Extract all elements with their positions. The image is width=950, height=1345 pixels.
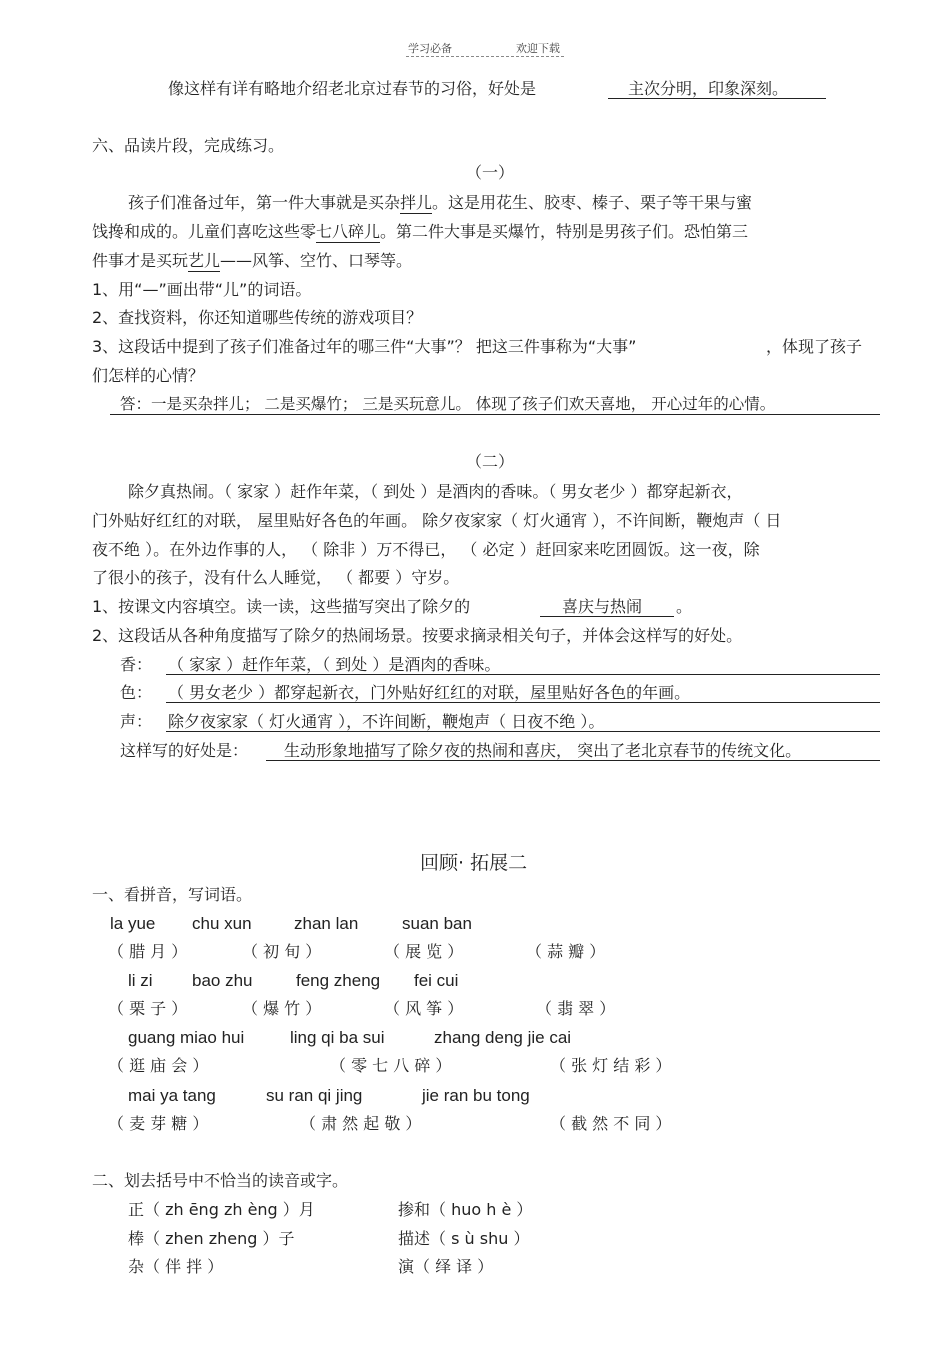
intro-answer: 主次分明，印象深刻。: [628, 79, 789, 98]
intro-text: 像这样有详有略地介绍老北京过春节的习俗，好处是: [168, 79, 537, 98]
part1-question-3-tail: ，体现了孩子: [766, 337, 863, 356]
pinyin: zhan lan: [294, 914, 359, 933]
word-box: （ 逛 庙 会 ）: [108, 1056, 209, 1075]
word-box: （ 初 旬 ）: [242, 942, 322, 961]
word-box: （ 张 灯 结 彩 ）: [550, 1056, 672, 1075]
sheng-underline: [166, 731, 880, 732]
header-divider: [406, 56, 564, 57]
se-text: （ 男女老少 ）都穿起新衣，门外贴好红红的对联，屋里贴好各色的年画。: [168, 683, 691, 702]
part1-question-1: 1、用“—”画出带“儿”的词语。: [92, 280, 312, 299]
review-title: 回顾· 拓展二: [420, 852, 528, 874]
part1-line2-text-b: 。第二件大事是买爆竹，特别是男孩子们。恐怕第三: [380, 222, 749, 241]
word-box: （ 爆 竹 ）: [242, 999, 322, 1018]
se-underline: [166, 702, 880, 703]
se-label: 色：: [120, 683, 153, 702]
pinyin: zhang deng jie cai: [434, 1028, 572, 1047]
word-box: （ 蒜 瓣 ）: [526, 942, 606, 961]
pronunciation-item: 描述（ s ù shu ）: [398, 1229, 530, 1248]
part1-answer-underline: [110, 414, 880, 415]
review-q2-title: 二、划去括号中不恰当的读音或字。: [92, 1171, 349, 1190]
benefit-underline: [266, 760, 880, 761]
part2-question-1: 1、按课文内容填空。读一读，这些描写突出了除夕的: [92, 597, 471, 616]
part1-line1: [128, 193, 752, 212]
part1-line2-text-a: 饯搀和成的。儿童们喜吃这些零: [92, 222, 317, 241]
pinyin: fei cui: [414, 971, 459, 990]
part1-line1-text-a: 孩子们准备过年，第一件大事就是买杂: [128, 193, 401, 212]
word-box: （ 腊 月 ）: [108, 942, 188, 961]
pinyin: la yue: [110, 914, 156, 933]
part2-line3: 夜不绝 ）。在外边作事的人， （ 除非 ）万不得已， （ 必定 ）赶回家来吃团圆饭。这一夜，除: [92, 540, 760, 559]
part1-question-2: 2、查找资料，你还知道哪些传统的游戏项目？: [92, 308, 423, 327]
header-left: 学习必备: [408, 42, 452, 55]
part2-question-1-underline: [540, 616, 674, 617]
benefit-label: 这样写的好处是：: [120, 741, 249, 760]
pinyin: li zi: [128, 971, 153, 990]
part2-label: （二）: [466, 452, 515, 471]
pinyin: su ran qi jing: [266, 1086, 363, 1105]
word-box: （ 肃 然 起 敬 ）: [300, 1114, 422, 1133]
pinyin: bao zhu: [192, 971, 253, 990]
part1-line2: [92, 222, 748, 241]
sheng-label: 声：: [120, 712, 153, 731]
xiang-underline: [166, 674, 880, 675]
part1-answer: 答：一是买杂拌儿； 二是买爆竹； 三是买玩意儿。 体现了孩子们欢天喜地， 开心过年的心情。: [120, 395, 776, 413]
part1-line1-text-b: 。这是用花生、胶枣、榛子、栗子等干果与蜜: [432, 193, 753, 212]
word-box: （ 展 览 ）: [384, 942, 464, 961]
part2-question-2: 2、这段话从各种角度描写了除夕的热闹场景。按要求摘录相关句子，并体会这样写的好处。: [92, 626, 743, 645]
word-box: （ 麦 芽 糖 ）: [108, 1114, 209, 1133]
pronunciation-item: 棒（ zhen zheng ）子: [128, 1229, 295, 1248]
pinyin: chu xun: [192, 914, 252, 933]
word-box: （ 截 然 不 同 ）: [550, 1114, 672, 1133]
pinyin: ling qi ba sui: [290, 1028, 385, 1047]
part1-line3: [92, 251, 412, 270]
part2-line4: 了很小的孩子，没有什么人睡觉， （ 都要 ）守岁。: [92, 568, 460, 587]
part1-line3-text-a: 件事才是买玩: [92, 251, 189, 270]
part1-question-3-cont: 们怎样的心情？: [92, 366, 205, 385]
part1-label: （一）: [466, 163, 515, 182]
part1-line2-underlined: 七八碎儿: [316, 222, 381, 241]
pronunciation-item: 正（ zh ēng zh èng ）月: [128, 1200, 315, 1219]
part1-line3-underlined: 艺儿: [188, 251, 221, 270]
part1-line1-underlined: 拌儿: [400, 193, 433, 212]
section6-title: 六、品读片段，完成练习。: [92, 136, 285, 155]
part2-line1: 除夕真热闹。（ 家家 ）赶作年菜，（ 到处 ）是酒肉的香味。（ 男女老少 ）都穿起新衣，: [128, 482, 743, 501]
pronunciation-item: 演（ 绎 译 ）: [398, 1257, 494, 1276]
xiang-text: （ 家家 ）赶作年菜，（ 到处 ）是酒肉的香味。: [168, 655, 501, 674]
pronunciation-item: 杂（ 伴 拌 ）: [128, 1257, 224, 1276]
pronunciation-item: 掺和（ huo h è ）: [398, 1200, 533, 1219]
sheng-text: 除夕夜家家（ 灯火通宵 ），不许间断，鞭炮声（ 日夜不绝 ）。: [168, 712, 605, 731]
pinyin: suan ban: [402, 914, 472, 933]
word-box: （ 零 七 八 碎 ）: [330, 1056, 452, 1075]
intro-underline: [608, 98, 826, 99]
benefit-text: 生动形象地描写了除夕夜的热闹和喜庆， 突出了老北京春节的传统文化。: [284, 741, 802, 760]
part2-question-1-answer: 喜庆与热闹: [562, 597, 643, 616]
part2-line2: 门外贴好红红的对联， 屋里贴好各色的年画。 除夕夜家家（ 灯火通宵 ），不许间断，鞭炮声（ 日: [92, 511, 782, 530]
word-box: （ 翡 翠 ）: [536, 999, 616, 1018]
part2-question-1-end: 。: [676, 597, 693, 616]
word-box: （ 风 筝 ）: [384, 999, 464, 1018]
part1-question-3: 3、这段话中提到了孩子们准备过年的哪三件“大事”？ 把这三件事称为“大事”: [92, 337, 637, 356]
xiang-label: 香：: [120, 655, 153, 674]
review-q1-title: 一、看拼音，写词语。: [92, 885, 253, 904]
pinyin: feng zheng: [296, 971, 381, 990]
word-box: （ 栗 子 ）: [108, 999, 188, 1018]
part1-line3-text-b: ——风筝、空竹、口琴等。: [220, 251, 413, 270]
pinyin: mai ya tang: [128, 1086, 216, 1105]
header-right: 欢迎下载: [516, 42, 560, 55]
pinyin: guang miao hui: [128, 1028, 245, 1047]
pinyin: jie ran bu tong: [422, 1086, 530, 1105]
